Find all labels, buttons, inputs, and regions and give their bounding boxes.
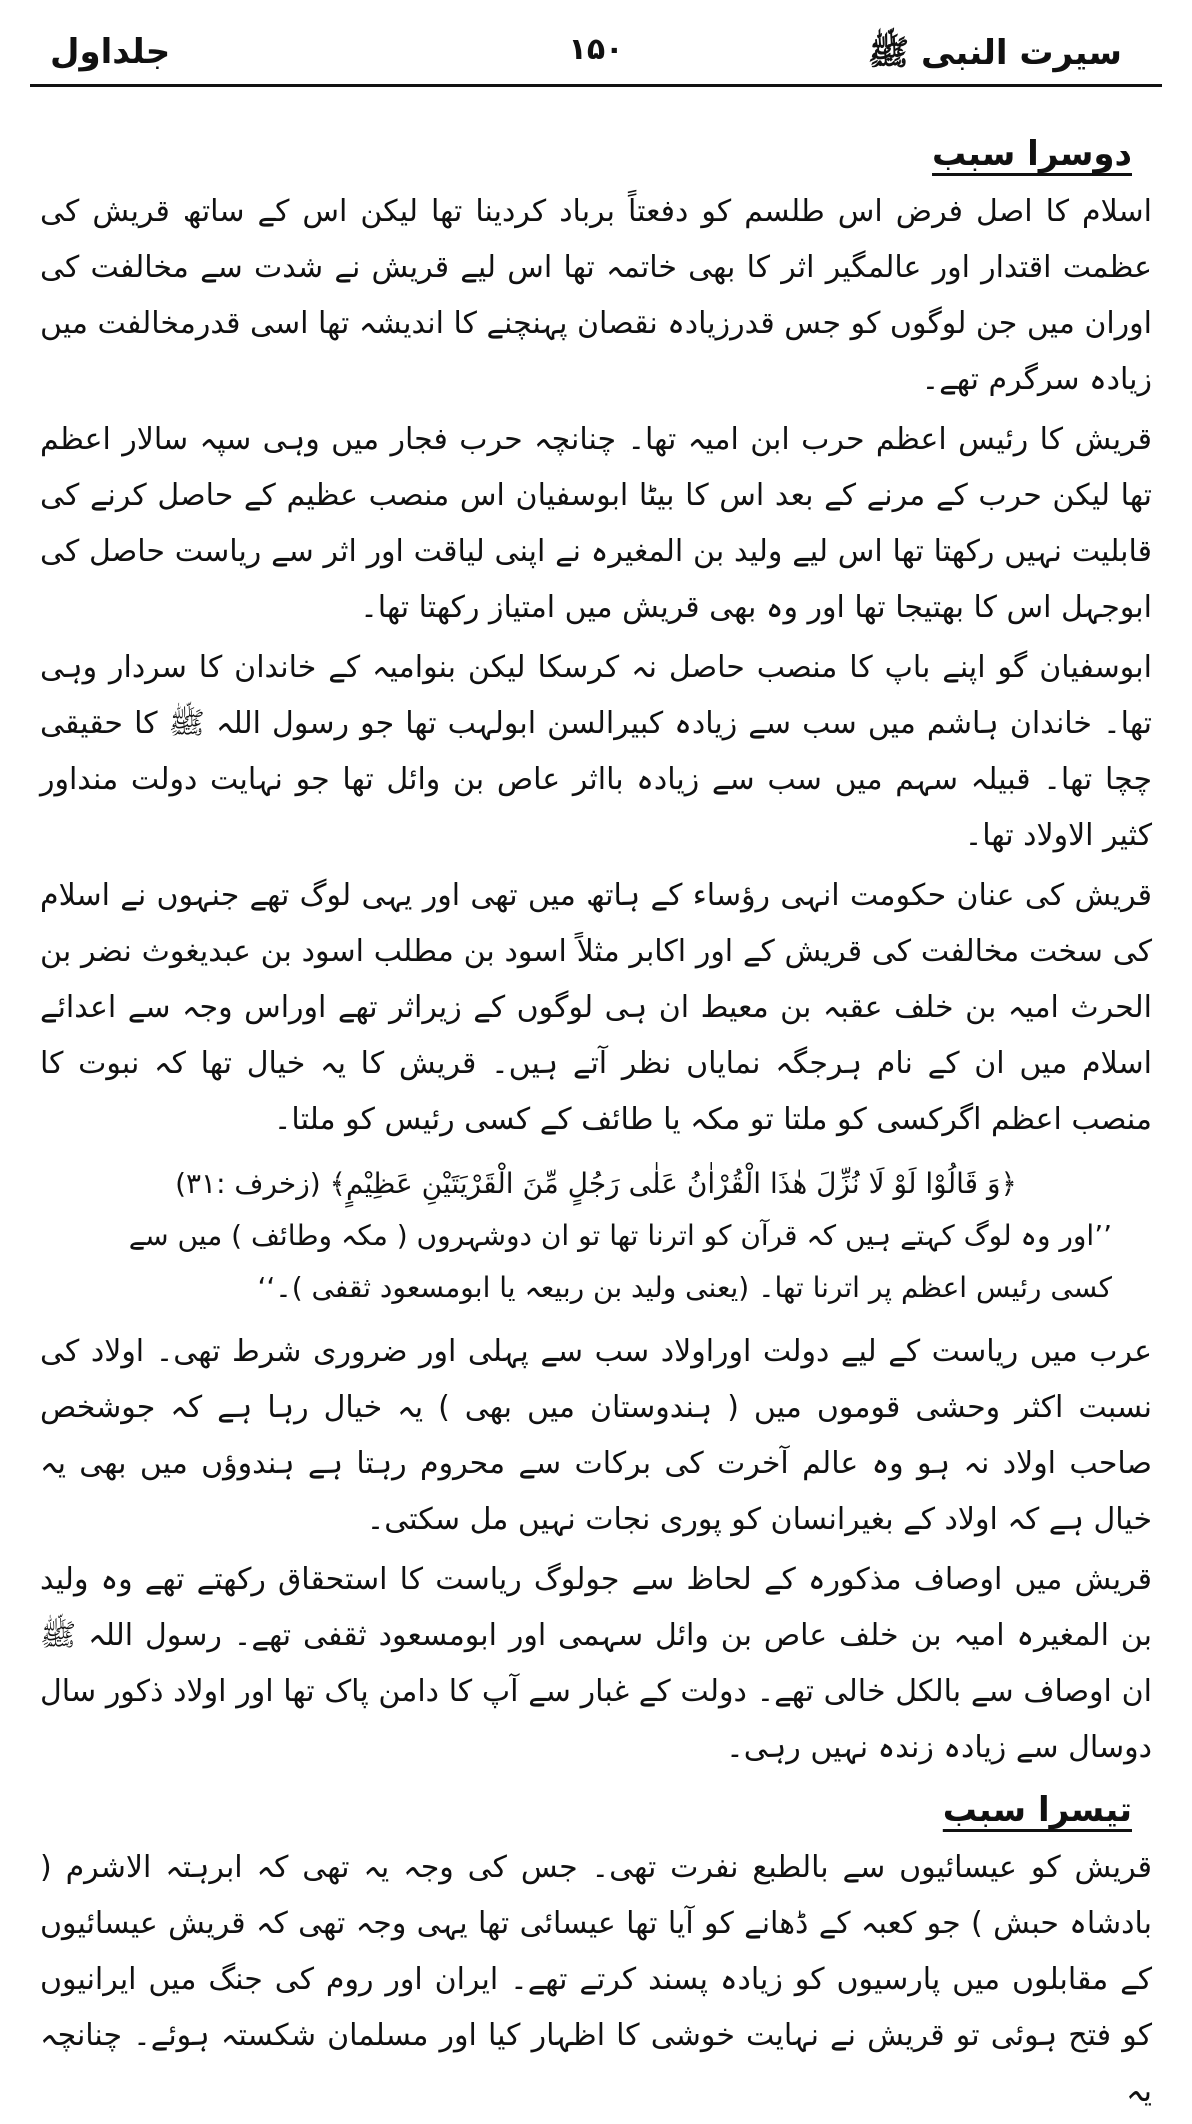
page-number: ۱۵۰ — [568, 32, 624, 67]
section-heading: دوسرا سبب — [932, 134, 1132, 174]
paragraph: ابوسفیان گو اپنے باپ کا منصب حاصل نہ کرسکا لیکن بنوامیہ کے خاندان کا سردار وہی تھا۔ خاندان ہاشم میں سب سے زیادہ کبیرالسن ابولہب تھا جو رسول اللہ ﷺ کا حقیقی چچا تھا۔ قبیلہ سہم میں سب سے زیادہ بااثر عاص بن وائل تھا جو نہایت دولت منداور کثیر الاولاد تھا۔ — [40, 650, 1152, 853]
paragraph: قریش میں اوصاف مذکورہ کے لحاظ سے جولوگ ریاست کا استحقاق رکھتے تھے وہ ولید بن المغیرہ امیہ بن خلف عاص بن وائل سہمی اور ابومسعود ثقفی تھے۔ رسول اللہ ﷺ ان اوصاف سے بالکل خالی تھے۔ دولت کے غبار سے آپ کا دامن پاک تھا اور اولاد ذکور سال دوسال سے زیادہ زندہ نہیں رہی۔ — [40, 1562, 1152, 1765]
paragraph: قریش کا رئیس اعظم حرب ابن امیہ تھا۔ چنانچہ حرب فجار میں وہی سپہ سالار اعظم تھا لیکن حرب کے مرنے کے بعد اس کا بیٹا ابوسفیان اس منصب عظیم کے حاصل کرنے کی قابلیت نہیں رکھتا تھا اس لیے ولید بن المغیرہ نے اپنی لیاقت اور اثر سے ریاست حاصل کی ابوجہل اس کا بھتیجا تھا اور وہ بھی قریش میں امتیاز رکھتا تھا۔ — [40, 422, 1152, 625]
volume-label: جلداول — [50, 32, 171, 72]
section-heading: تیسرا سبب — [942, 1790, 1132, 1830]
page-header — [30, 22, 1162, 87]
paragraph: اسلام کا اصل فرض اس طلسم کو دفعتاً برباد کردینا تھا لیکن اس کے ساتھ قریش کی عظمت اقتدار اور عالمگیر اثر کا بھی خاتمہ تھا اس لیے قریش نے شدت سے مخالفت کی اوران میں جن لوگوں کو جس قدرزیادہ نقصان پہنچنے کا اندیشہ تھا اسی قدرمخالفت میں زیادہ سرگرم تھے۔ — [40, 194, 1152, 397]
book-title: سیرت النبی ﷺ — [868, 33, 1122, 73]
page-content — [40, 120, 1152, 2124]
paragraph: قریش کو عیسائیوں سے بالطبع نفرت تھی۔ جس کی وجہ یہ تھی کہ ابرہتہ الاشرم ( بادشاہ حبش ) جو کعبہ کے ڈھانے کو آیا تھا عیسائی تھا یہی وجہ تھی کہ قریش عیسائیوں کے مقابلوں میں پارسیوں کو زیادہ پسند کرتے تھے۔ ایران اور روم کی جنگ میں ایرانیوں کو فتح ہوئی تو قریش نے نہایت خوشی کا اظہار کیا اور مسلمان شکستہ ہوئے۔ چنانچہ یہ — [40, 1850, 1152, 2109]
paragraph: عرب میں ریاست کے لیے دولت اوراولاد سب سے پہلی اور ضروری شرط تھی۔ اولاد کی نسبت اکثر وحشی قوموں میں ( ہندوستان میں بھی ) یہ خیال رہا ہے کہ جوشخص صاحب اولاد نہ ہو وہ عالم آخرت کی برکات سے محروم رہتا ہے ہندوؤں میں بھی یہ خیال ہے کہ اولاد کے بغیرانسان کو پوری نجات نہیں مل سکتی۔ — [40, 1334, 1152, 1537]
quran-verse: ﴿وَ قَالُوْا لَوْ لَا نُزِّلَ هٰذَا الْقُرْاٰنُ عَلٰى رَجُلٍ مِّنَ الْقَرْيَتَيْنِ عَظِيْمٍ﴾ (زخرف :۳۱) — [175, 1167, 1017, 1200]
paragraph: قریش کی عنان حکومت انہی رؤساء کے ہاتھ میں تھی اور یہی لوگ تھے جنہوں نے اسلام کی سخت مخالفت کی قریش کے اور اکابر مثلاً اسود بن مطلب اسود بن عبدیغوث نضر بن الحرث امیہ بن خلف عقبہ بن معیط ان ہی لوگوں کے زیراثر تھے اوراس وجہ سے اعدائے اسلام میں ان کے نام ہرجگہ نمایاں نظر آتے ہیں۔ قریش کا یہ خیال تھا کہ نبوت کا منصب اعظم اگرکسی کو ملتا تو مکہ یا طائف کے کسی رئیس کو ملتا۔ — [40, 878, 1152, 1137]
verse-translation: ’’اور وہ لوگ کہتے ہیں کہ قرآن کو اترنا تھا تو ان دوشہروں ( مکہ وطائف ) میں سے کسی رئیس اعظم پر اترنا تھا۔ (یعنی ولید بن ربیعہ یا ابومسعود ثقفی )۔‘‘ — [128, 1219, 1112, 1304]
